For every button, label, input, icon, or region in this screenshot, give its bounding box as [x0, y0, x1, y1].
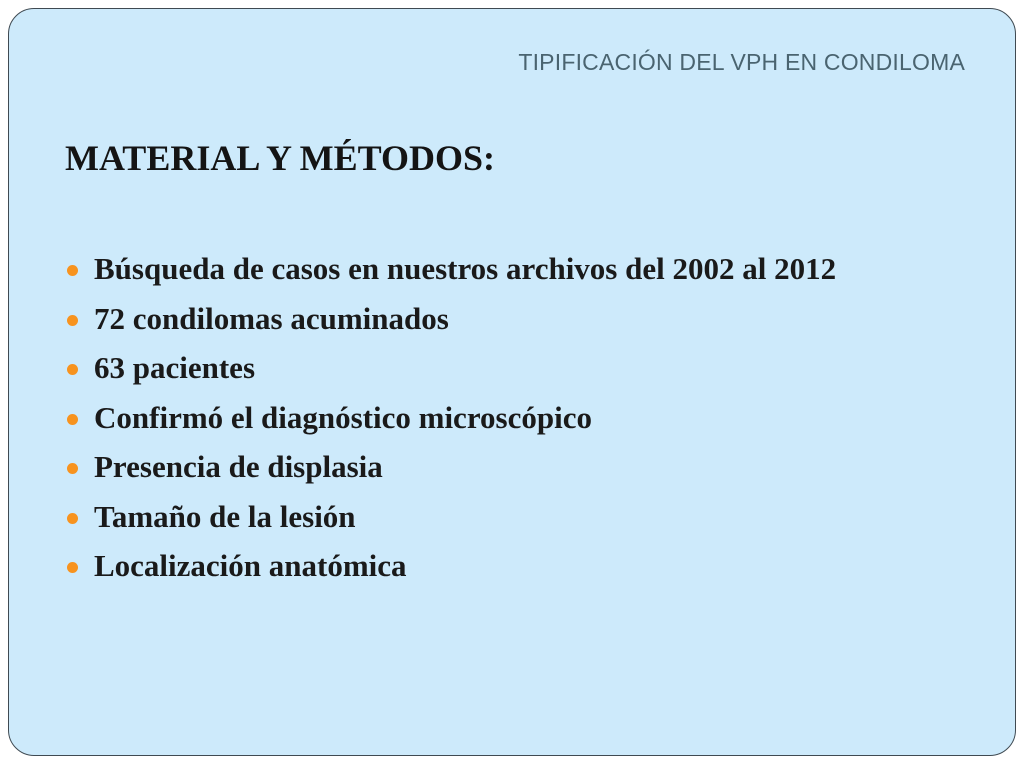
bullet-text: Localización anatómica: [94, 548, 407, 583]
bullet-item: [65, 497, 945, 537]
slide: [8, 8, 1016, 756]
bullet-text: Búsqueda de casos en nuestros archivos del 2002 al 2012: [94, 251, 837, 286]
bullet-dot-icon: [67, 562, 78, 573]
bullet-dot-icon: [67, 315, 78, 326]
bullet-item: [65, 249, 945, 289]
bullet-dot-icon: [67, 265, 78, 276]
bullet-dot-icon: [67, 414, 78, 425]
slide-title: MATERIAL Y MÉTODOS:: [65, 138, 496, 178]
bullet-text: 63 pacientes: [94, 350, 256, 385]
bullet-dot-icon: [67, 463, 78, 474]
bullet-text: Tamaño de la lesión: [94, 498, 356, 534]
bullet-item: [65, 299, 945, 339]
bullet-item: [65, 546, 945, 586]
bullet-item: [65, 447, 945, 487]
bullet-dot-icon: [67, 513, 78, 524]
bullet-text: Confirmó el diagnóstico microscópico: [94, 399, 592, 435]
bullet-item: [65, 398, 945, 438]
bullet-text: Presencia de displasia: [94, 449, 383, 484]
slide-header: TIPIFICACIÓN DEL VPH EN CONDILOMA: [518, 49, 965, 75]
bullet-item: [65, 348, 945, 388]
bullet-text: 72 condilomas acuminados: [94, 300, 449, 336]
bullet-dot-icon: [67, 364, 78, 375]
bullet-list: [65, 249, 945, 596]
